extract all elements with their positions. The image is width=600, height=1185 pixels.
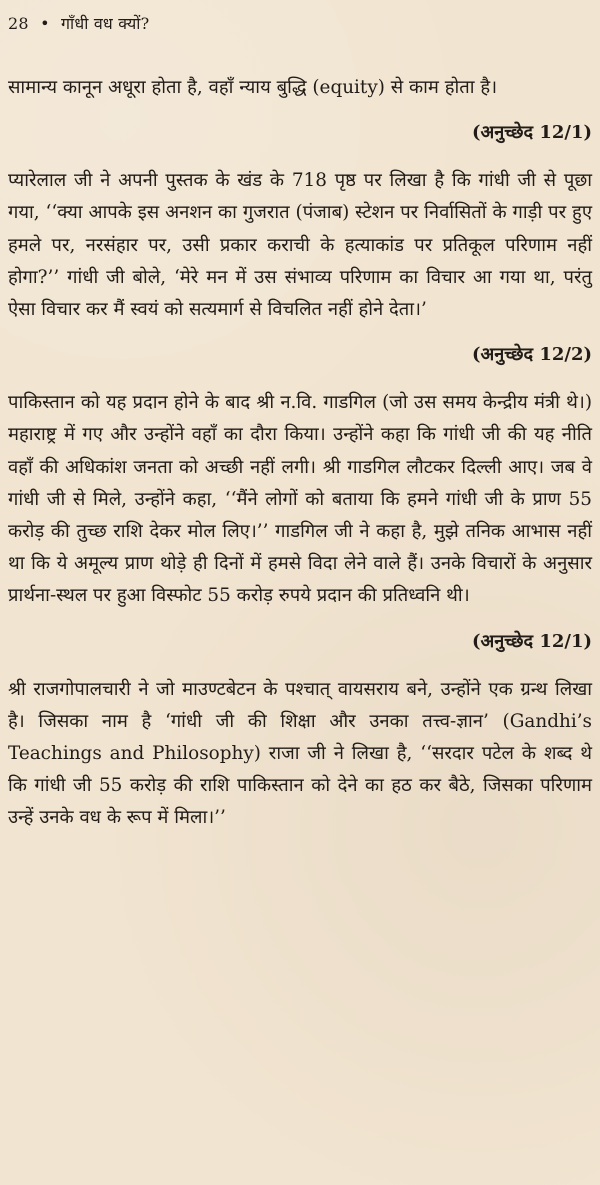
- page-body: [8, 72, 592, 835]
- page-number: 28: [8, 14, 29, 33]
- spacer: [8, 148, 592, 165]
- reference-3: (अनुच्छेद 12/1): [472, 630, 592, 652]
- paragraph-4: श्री राजगोपालचारी ने जो माउण्टबेटन के पश्चात् वायसराय बने, उन्होंने एक ग्रन्थ लिखा है। जिसका नाम है ‘गांधी जी की शिक्षा और उनका तत्त्व-ज्ञान’ (Gandhi’s Teachings and Philosophy) राजा जी ने लिखा है, ‘‘सरदार पटेल के शब्द थे कि गांधी जी 55 करोड़ की राशि पाकिस्तान को देने का हठ कर बैठे, जिसका परिणाम उन्हें उनके वध के रूप में मिला।’’: [8, 678, 592, 829]
- book-title: गाँधी वध क्यों?: [61, 14, 150, 33]
- running-header: [8, 10, 592, 38]
- spacer: [8, 370, 592, 387]
- reference-2: (अनुच्छेद 12/2): [472, 344, 592, 366]
- paragraph-1: सामान्य कानून अधूरा होता है, वहाँ न्याय बुद्धि (equity) से काम होता है।: [8, 77, 498, 98]
- spacer: [8, 326, 592, 340]
- spacer: [8, 657, 592, 674]
- reference-1: (अनुच्छेद 12/1): [472, 122, 592, 144]
- header-bullet: •: [40, 14, 50, 33]
- paragraph-2: प्यारेलाल जी ने अपनी पुस्तक के खंड के 718 पृष्ठ पर लिखा है कि गांधी जी से पूछा गया, ‘‘क्या आपके इस अनशन का गुजरात (पंजाब) स्टेशन पर निर्वासितों के गाड़ी पर हुए हमले पर, नरसंहार पर, उसी प्रकार कराची के हत्याकांड पर प्रतिकूल परिणाम नहीं होगा?’’ गांधी जी बोले, ‘मेरे मन में उस संभाव्य परिणाम का विचार आ गया था, परंतु ऐसा विचार कर मैं स्वयं को सत्यमार्ग से विचलित नहीं होने देता।’: [8, 170, 592, 321]
- spacer: [8, 104, 592, 118]
- spacer: [8, 613, 592, 627]
- paragraph-3: पाकिस्तान को यह प्रदान होने के बाद श्री न.वि. गाडगिल (जो उस समय केन्द्रीय मंत्री थे।) महाराष्ट्र में गए और उन्होंने वहाँ का दौरा किया। उन्होंने कहा कि गांधी जी की यह नीति वहाँ की अधिकांश जनता को अच्छी नहीं लगी। श्री गाडगिल लौटकर दिल्ली आए। जब वे गांधी जी से मिले, उन्होंने कहा, ‘‘मैंने लोगों को बताया कि हमने गांधी जी के प्राण 55 करोड़ की तुच्छ राशि देकर मोल लिए।’’ गाडगिल जी ने कहा है, मुझे तनिक आभास नहीं था कि ये अमूल्य प्राण थोड़े ही दिनों में हमसे विदा लेने वाले हैं। उनके विचारों के अनुसार प्रार्थना-स्थल पर हुआ विस्फोट 55 करोड़ रुपये प्रदान की प्रतिध्वनि थी।: [8, 392, 592, 607]
